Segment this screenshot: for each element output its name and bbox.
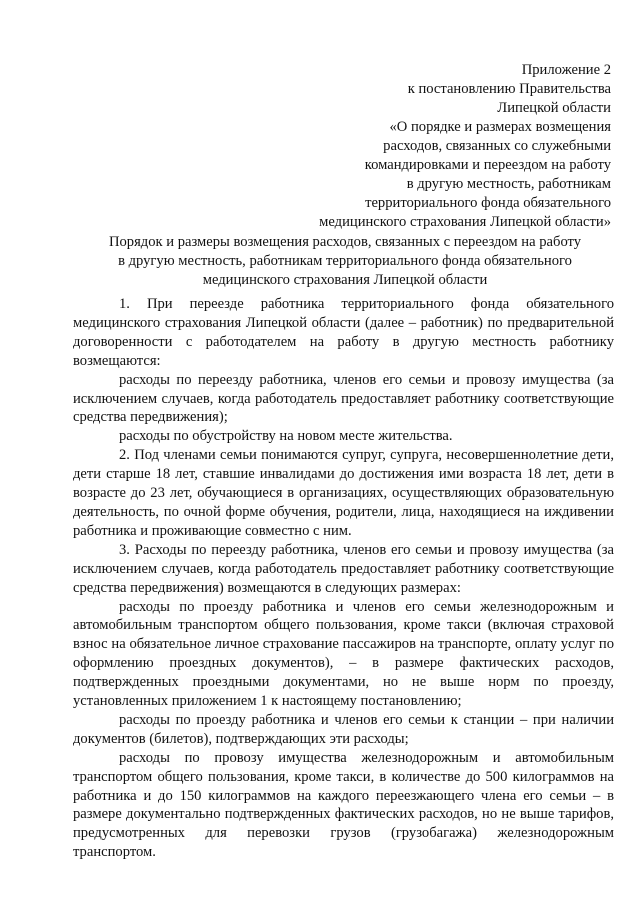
title-line: медицинского страхования Липецкой области: [202, 272, 488, 288]
paragraph-3-item-property: расходы по провозу имущества железнодорожным и автомобильным транспортом общего пользования, кроме такси, в количестве до 500 килограммов на работника и до 150 килограммов на каждого переезжающего члена его семьи – в размере документально подтвержденных фактических расходов, но не выше тарифов, предусмотренных для перевозки грузов (грузобагажа) железнодорожным транспортом.: [73, 749, 614, 861]
appendix-line: медицинского страхования Липецкой области»: [319, 214, 611, 230]
title-line: в другую местность, работникам территориального фонда обязательного: [118, 253, 572, 269]
appendix-line: расходов, связанных со служебными: [383, 138, 611, 154]
paragraph-1-item-settling: расходы по обустройству на новом месте жительства.: [119, 428, 453, 445]
paragraph-3-item-travel: расходы по проезду работника и членов его семьи железнодорожным и автомобильным транспортом общего пользования, кроме такси (включая страховой взнос на обязательное личное страхование пассажиров на транспорте, оплату услуг по оформлению проездных документов), – в размере фактических расходов, подтвержденных проездными документами, но не выше норм по проезду, установленных приложением 1 к настоящему постановлению;: [73, 598, 614, 710]
paragraph-1: 1. При переезде работника территориального фонда обязательного медицинского страхования Липецкой области (далее – работник) по предварительной договоренности с работодателем на работу в другую местность работнику возмещаются:: [73, 296, 614, 369]
appendix-line: территориального фонда обязательного: [365, 195, 611, 211]
paragraph-3: 3. Расходы по переезду работника, членов его семьи и провозу имущества (за исключением случаев, когда работодатель предоставляет работнику соответствующие средства передвижения) возмещаются в следующих размерах:: [73, 541, 614, 596]
paragraph-1-item-relocation: расходы по переезду работника, членов его семьи и провозу имущества (за исключением случаев, когда работодатель предоставляет работнику соответствующие средства передвижения);: [73, 371, 614, 426]
appendix-header: [191, 61, 611, 232]
appendix-line: Приложение 2: [521, 62, 611, 78]
document-body: [73, 295, 614, 862]
appendix-line: Липецкой области: [497, 100, 611, 116]
title-line: Порядок и размеры возмещения расходов, связанных с переездом на работу: [108, 234, 582, 250]
document-title: [70, 233, 620, 290]
appendix-line: к постановлению Правительства: [407, 81, 611, 97]
paragraph-2: 2. Под членами семьи понимаются супруг, супруга, несовершеннолетние дети, дети старше 18 лет, ставшие инвалидами до достижения ими возраста 18 лет, дети в возрасте до 23 лет, обучающиеся в организациях, осуществляющих образовательную деятельность, по очной форме обучения, родители, лица, находящиеся на иждивении работника и проживающие совместно с ним.: [73, 447, 614, 539]
appendix-line: командировками и переездом на работу: [364, 157, 611, 173]
appendix-line: «О порядке и размерах возмещения: [389, 119, 611, 135]
appendix-line: в другую местность, работникам: [406, 176, 611, 192]
paragraph-3-item-station: расходы по проезду работника и членов его семьи к станции – при наличии документов (билетов), подтверждающих эти расходы;: [73, 711, 614, 747]
